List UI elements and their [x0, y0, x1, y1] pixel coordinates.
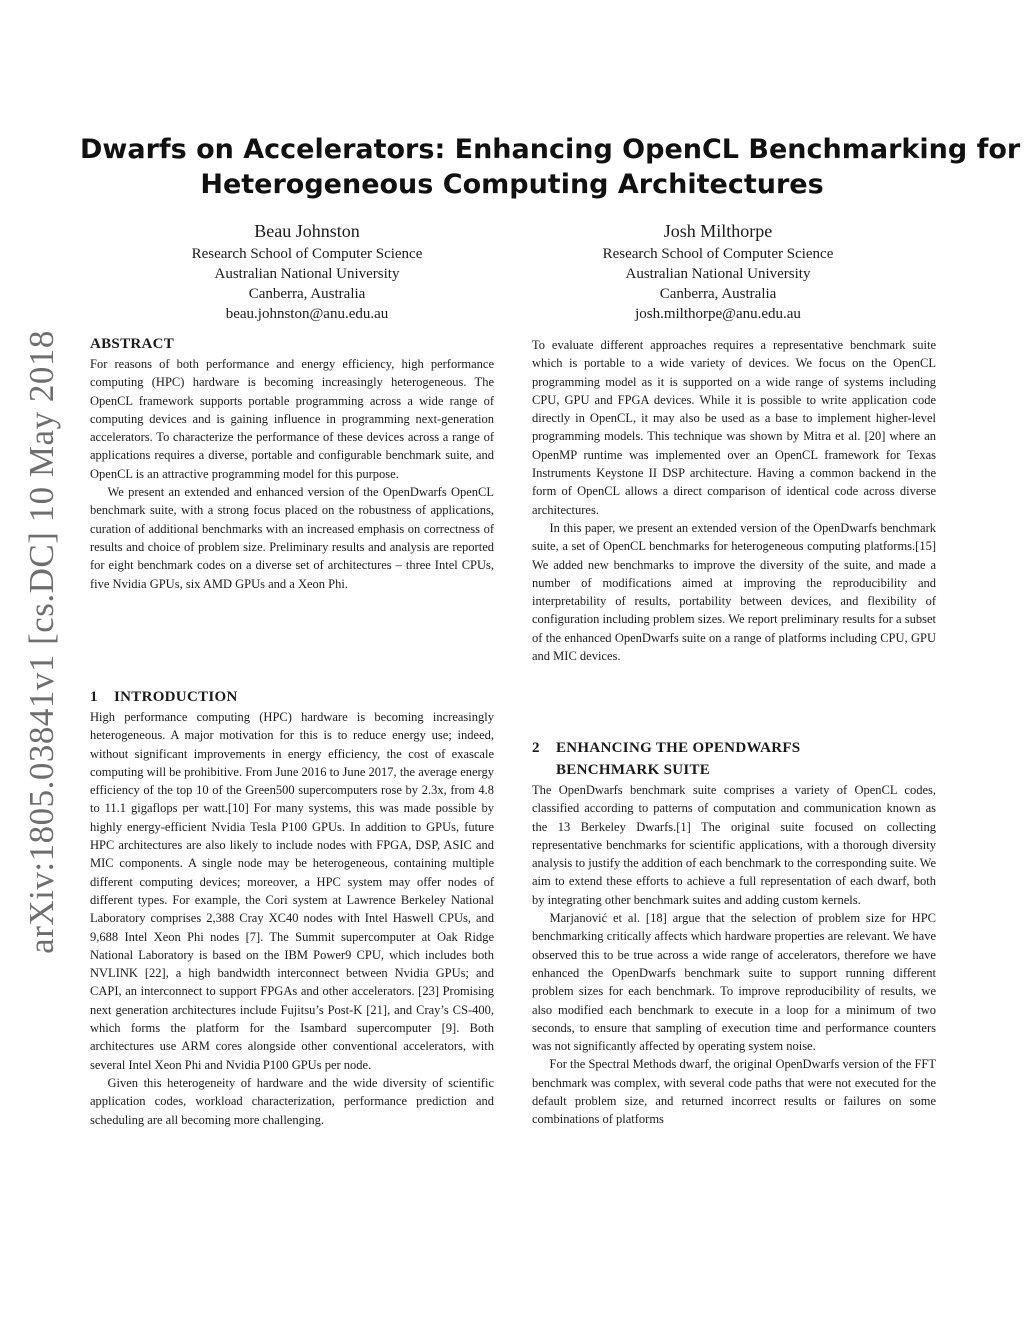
- section-2-paragraph-1: The OpenDwarfs benchmark suite comprises a variety of OpenCL codes, classified according to patterns of computation and communication known as the 13 Berkeley Dwarfs.[1] The original suite focused on collecting representative benchmarks for scientific applications, with a thorough diversity analysis to justify the addition of each benchmark to the corresponding suite. We aim to extend these efforts to achieve a full representation of each dwarf, both by integrating other benchmark suites and adding custom kernels.: [532, 783, 936, 907]
- paper-title-line-2: Heterogeneous Computing Architectures: [200, 169, 824, 200]
- section-title: INTRODUCTION: [114, 689, 238, 705]
- paper-title-line-1: Dwarfs on Accelerators: Enhancing OpenCL Benchmarking for: [80, 134, 1021, 165]
- author-location: Canberra, Australia: [248, 286, 366, 302]
- author-location: Canberra, Australia: [659, 286, 777, 302]
- section-2-heading: [532, 737, 936, 781]
- author-department: Research School of Computer Science: [602, 246, 834, 262]
- arxiv-identifier-text: arXiv:1805.03841v1 [cs.DC] 10 May 2018: [22, 330, 61, 954]
- author-block-1: [147, 218, 467, 324]
- author-name: Beau Johnston: [254, 221, 360, 241]
- author-name: Josh Milthorpe: [663, 221, 773, 241]
- introduction-paragraph-1: High performance computing (HPC) hardware is becoming increasingly heterogeneous. A major motivation for this is to reduce energy use; indeed, without significant improvements in energy efficiency, the cost of exascale computing will be prohibitive. From June 2016 to June 2017, the average energy efficiency of the top 10 of the Green500 supercomputers rose by 2.3x, from 4.8 to 11.1 gigaflops per watt.[10] For many systems, this was made possible by highly energy-efficient Nvidia Tesla P100 GPUs. In addition to GPUs, future HPC architectures are also likely to include nodes with FPGA, DSP, ASIC and MIC components. A single node may be heterogeneous, containing multiple different computing devices; moreover, a HPC system may offer nodes of different types. For example, the Cori system at Lawrence Berkeley National Laboratory comprises 2,388 Cray XC40 nodes with Intel Haswell CPUs, and 9,688 Intel Xeon Phi nodes [7]. The Summit supercomputer at Oak Ridge National Laboratory is based on the IBM Power9 CPU, which includes both NVLINK [22], a high bandwidth interconnect between Nvidia GPUs; and CAPI, an interconnect to support FPGAs and other accelerators. [23] Promising next generation architectures include Fujitsu’s Post-K [21], and Cray’s CS-400, which forms the platform for the Isambard supercomputer [9]. Both architectures use ARM cores alongside other conventional accelerators, with several Intel Xeon Phi and Nvidia P100 GPUs per node.: [90, 710, 494, 1072]
- author-email: beau.johnston@anu.edu.au: [225, 306, 389, 322]
- section-2: [532, 737, 936, 1129]
- section-2-paragraph-2: Marjanović et al. [18] argue that the selection of problem size for HPC benchmarking critically affects which hardware properties are relevant. We have observed this to be true across a wide range of accelerators, therefore we have enhanced the OpenDwarfs benchmark suite to support running different problem sizes for each benchmark. To improve reproducibility of results, we also modified each benchmark to execute in a loop for a minimum of two seconds, to ensure that sampling of execution time and performance counters was not significantly affected by operating system noise.: [532, 911, 936, 1054]
- author-university: Australian National University: [214, 266, 400, 282]
- author-department: Research School of Computer Science: [191, 246, 423, 262]
- introduction-paragraph-2: Given this heterogeneity of hardware and the wide diversity of scientific application codes, workload characterization, performance prediction and scheduling are all becoming more challenging.: [90, 1075, 494, 1127]
- introduction-heading: [90, 686, 494, 708]
- abstract-paragraph-2: We present an extended and enhanced version of the OpenDwarfs OpenCL benchmark suite, with a strong focus placed on the robustness of applications, curation of additional benchmarks with an increased emphasis on correctness of results and choice of problem size. Preliminary results and analysis are reported for eight benchmark codes on a diverse set of architectures – three Intel CPUs, five Nvidia GPUs, six AMD GPUs and a Xeon Phi.: [90, 485, 494, 591]
- section-2-paragraph-3: For the Spectral Methods dwarf, the original OpenDwarfs version of the FFT benchmark was complex, with several code paths that were not executed for the default problem size, and returned incorrect results or failures on some combinations of platforms: [532, 1057, 936, 1127]
- introduction-paragraph-4: In this paper, we present an extended version of the OpenDwarfs benchmark suite, a set of OpenCL benchmarks for heterogeneous computing platforms.[15] We added new benchmarks to improve the diversity of the suite, and made a number of modifications aimed at improving the reproducibility and interpretability of results, portability between devices, and flexibility of configuration including problem sizes. We report preliminary results for a subset of the enhanced OpenDwarfs suite on a range of platforms including CPU, GPU and MIC devices.: [532, 520, 936, 664]
- introduction-paragraph-3: To evaluate different approaches requires a representative benchmark suite which is portable to a wide variety of devices. We focus on the OpenCL programming model as it is supported on a wide range of systems including CPU, GPU and FPGA devices. While it is possible to write application code directly in OpenCL, it may also be used as a base to implement higher-level programming models. This technique was shown by Mitra et al. [20] where an OpenMP runtime was implemented over an OpenCL framework for Texas Instruments Keystone II DSP architecture. Having a common backend in the form of OpenCL allows a direct comparison of identical code across diverse architectures.: [532, 338, 936, 517]
- section-number: 2: [532, 740, 540, 756]
- introduction-continued: [532, 336, 936, 665]
- author-email: josh.milthorpe@anu.edu.au: [635, 306, 801, 322]
- paper-title: [80, 132, 1021, 202]
- author-block-2: [558, 218, 878, 324]
- section-title-line-2: BENCHMARK SUITE: [556, 762, 711, 778]
- abstract-paragraph-1: For reasons of both performance and energy efficiency, high performance computing (HPC) hardware is becoming increasingly heterogeneous. The OpenCL framework supports portable programming across a wide range of computing devices and is gaining influence in programming next-generation accelerators. To characterize the performance of these devices across a range of applications requires a diverse, portable and configurable benchmark suite, and OpenCL is an attractive programming model for this purpose.: [90, 357, 494, 481]
- section-title-line-1: ENHANCING THE OPENDWARFS: [556, 740, 801, 756]
- author-university: Australian National University: [625, 266, 811, 282]
- abstract-heading: ABSTRACT: [90, 336, 175, 352]
- section-number: 1: [90, 689, 98, 705]
- abstract-section: [90, 333, 494, 593]
- introduction-section: [90, 686, 494, 1129]
- arxiv-identifier: [16, 332, 68, 952]
